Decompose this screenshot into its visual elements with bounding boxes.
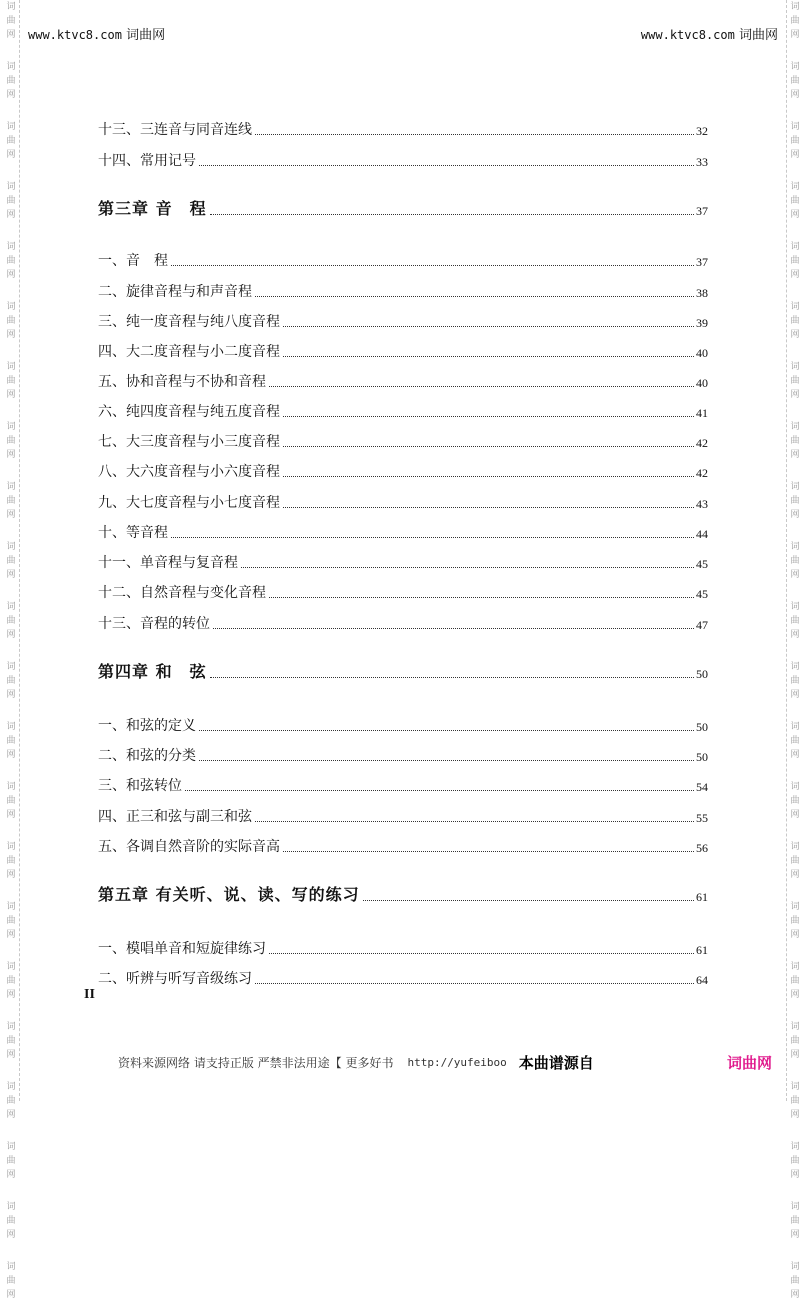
watermark-char: 词 [6,722,16,732]
watermark-char: 词 [6,302,16,312]
toc-row[interactable] [98,150,708,170]
toc-entry-title: 五、协和音程与不协和音程 [98,374,266,390]
header-left-url[interactable]: www.ktvc8.com [28,28,122,42]
toc-page-number: 42 [696,436,708,450]
toc-page-number: 38 [696,286,708,300]
left-border-line [19,0,20,1101]
watermark-char: 曲 [790,316,800,326]
watermark-group [6,540,15,582]
watermark-char: 词 [790,1022,800,1032]
toc-row[interactable] [98,938,708,958]
watermark-char: 网 [790,630,800,640]
toc-dot-leader [363,900,694,901]
watermark-char: 词 [790,302,800,312]
toc-entry-title: 十四、常用记号 [98,153,196,169]
watermark-group [6,660,15,702]
watermark-group [790,420,799,462]
watermark-group [6,480,15,522]
toc-row[interactable] [98,836,708,856]
watermark-group [790,780,799,822]
watermark-char: 词 [6,782,16,792]
footer-url[interactable]: http://yufeiboo [407,1055,507,1069]
toc-page-number: 50 [696,720,708,734]
watermark-char: 曲 [6,796,16,806]
watermark-char: 曲 [790,1036,800,1046]
toc-page-number: 33 [696,155,708,169]
toc-dot-leader [199,165,694,166]
toc-dot-leader [210,677,694,678]
toc-page-number: 54 [696,780,708,794]
toc-entry-title: 第五章 有关听、说、读、写的练习 [98,885,360,904]
watermark-char: 网 [6,1290,16,1300]
watermark-char: 词 [6,1202,16,1212]
header-right [641,24,778,43]
footer-brand[interactable]: 词曲网 [726,1053,772,1072]
watermark-char: 网 [790,690,800,700]
toc-entry-title: 三、和弦转位 [98,778,182,794]
watermark-group [6,1200,15,1242]
watermark-group [6,120,15,162]
watermark-char: 网 [790,450,800,460]
toc-dot-leader [255,983,694,984]
watermark-group [6,900,15,942]
toc-dot-leader [269,953,694,954]
watermark-char: 网 [6,30,16,40]
toc-entry-title: 十三、音程的转位 [98,616,210,632]
toc-entry-title: 五、各调自然音阶的实际音高 [98,839,280,855]
watermark-char: 网 [790,750,800,760]
watermark-char: 网 [790,90,800,100]
toc-dot-leader [283,416,694,417]
toc-page-number: 64 [696,973,708,987]
watermark-char: 网 [6,1230,16,1240]
watermark-char: 网 [6,330,16,340]
toc-dot-leader [269,386,694,387]
watermark-char: 词 [6,1082,16,1092]
watermark-group [790,840,799,882]
header-right-site-name: 词曲网 [738,28,778,43]
watermark-char: 曲 [6,736,16,746]
toc-entry-title: 十、等音程 [98,525,168,541]
watermark-char: 网 [790,210,800,220]
watermark-char: 词 [6,842,16,852]
watermark-char: 词 [6,362,16,372]
watermark-char: 网 [6,1170,16,1180]
watermark-char: 曲 [6,316,16,326]
watermark-group [790,1020,799,1062]
watermark-group [6,1080,15,1122]
watermark-char: 网 [6,510,16,520]
watermark-char: 词 [790,482,800,492]
watermark-char: 曲 [6,1276,16,1286]
watermark-char: 词 [790,722,800,732]
watermark-group [6,0,15,42]
toc-row[interactable] [98,775,708,795]
watermark-char: 词 [790,962,800,972]
toc-page-number: 50 [696,667,708,681]
watermark-group [6,1140,15,1182]
watermark-char: 网 [790,810,800,820]
watermark-group [790,960,799,1002]
watermark-group [790,0,799,42]
watermark-group [790,900,799,942]
watermark-char: 词 [6,1022,16,1032]
toc-dot-leader [199,730,694,731]
watermark-char: 词 [6,662,16,672]
toc-dot-leader [213,628,694,629]
watermark-group [790,1080,799,1122]
toc-dot-leader [255,134,694,135]
toc-row[interactable] [98,311,708,331]
watermark-char: 网 [790,570,800,580]
watermark-char: 曲 [790,1216,800,1226]
toc-dot-leader [283,356,694,357]
watermark-char: 曲 [790,916,800,926]
watermark-char: 词 [6,962,16,972]
watermark-group [790,180,799,222]
toc-page-number: 61 [696,890,708,904]
side-watermark-right [787,0,803,1300]
toc-entry-title: 十三、三连音与同音连线 [98,122,252,138]
watermark-group [790,720,799,762]
watermark-char: 网 [790,150,800,160]
toc-page-number: 40 [696,346,708,360]
watermark-char: 词 [6,62,16,72]
toc-entry-title: 一、和弦的定义 [98,718,196,734]
toc-row[interactable] [98,492,708,512]
toc-chapter-row[interactable] [98,882,708,905]
watermark-char: 网 [790,870,800,880]
toc-entry-title: 二、和弦的分类 [98,748,196,764]
watermark-char: 曲 [6,1036,16,1046]
watermark-group [6,360,15,402]
watermark-char: 词 [790,422,800,432]
toc-dot-leader [283,507,694,508]
watermark-char: 词 [790,122,800,132]
watermark-group [790,1140,799,1182]
toc-row[interactable] [98,745,708,765]
watermark-char: 网 [6,690,16,700]
watermark-char: 网 [6,870,16,880]
watermark-char: 词 [790,782,800,792]
watermark-char: 网 [790,510,800,520]
watermark-group [790,240,799,282]
toc-row[interactable] [98,613,708,633]
toc-page-number: 45 [696,557,708,571]
watermark-group [6,960,15,1002]
watermark-char: 曲 [790,76,800,86]
toc-entry-title: 十一、单音程与复音程 [98,555,238,571]
page-number-marker: II [84,987,95,1002]
watermark-char: 曲 [6,616,16,626]
toc-page-number: 37 [696,255,708,269]
toc-row[interactable] [98,371,708,391]
watermark-char: 网 [6,630,16,640]
toc-dot-leader [283,851,694,852]
watermark-char: 曲 [6,496,16,506]
watermark-char: 词 [790,1082,800,1092]
toc-row[interactable] [98,552,708,572]
watermark-char: 词 [790,602,800,612]
watermark-char: 网 [790,30,800,40]
toc-row[interactable] [98,806,708,826]
toc-row[interactable] [98,431,708,451]
watermark-char: 曲 [790,496,800,506]
toc-entry-title: 三、纯一度音程与纯八度音程 [98,314,280,330]
watermark-char: 词 [790,1262,800,1272]
toc-entry-title: 七、大三度音程与小三度音程 [98,434,280,450]
toc-row[interactable] [98,522,708,542]
watermark-char: 曲 [790,676,800,686]
toc-dot-leader [269,597,694,598]
watermark-char: 网 [790,390,800,400]
watermark-char: 曲 [790,1096,800,1106]
toc-row[interactable] [98,281,708,301]
watermark-char: 网 [6,210,16,220]
footer-source-label: 本曲谱源自 [518,1053,594,1072]
toc-page-number: 42 [696,466,708,480]
watermark-group [790,600,799,642]
toc-chapter-row[interactable] [98,196,708,219]
watermark-char: 曲 [790,16,800,26]
watermark-char: 网 [6,390,16,400]
watermark-char: 网 [6,1050,16,1060]
watermark-char: 词 [790,62,800,72]
watermark-char: 曲 [790,616,800,626]
toc-page-number: 41 [696,406,708,420]
watermark-char: 词 [6,1262,16,1272]
watermark-char: 词 [6,1142,16,1152]
watermark-char: 网 [6,990,16,1000]
watermark-char: 曲 [790,976,800,986]
watermark-char: 词 [790,182,800,192]
watermark-group [790,480,799,522]
watermark-char: 词 [6,422,16,432]
watermark-char: 网 [790,930,800,940]
toc-entry-title: 一、模唱单音和短旋律练习 [98,941,266,957]
watermark-char: 网 [790,1230,800,1240]
watermark-char: 词 [790,902,800,912]
toc-dot-leader [241,567,694,568]
toc-dot-leader [171,537,694,538]
toc-entry-title: 六、纯四度音程与纯五度音程 [98,404,280,420]
toc-page-number: 39 [696,316,708,330]
watermark-char: 曲 [790,256,800,266]
toc-dot-leader [185,790,694,791]
watermark-char: 曲 [790,376,800,386]
watermark-char: 曲 [6,856,16,866]
watermark-char: 词 [6,542,16,552]
watermark-char: 词 [6,182,16,192]
watermark-char: 曲 [790,736,800,746]
watermark-char: 曲 [6,1156,16,1166]
watermark-char: 曲 [6,76,16,86]
watermark-char: 网 [6,750,16,760]
watermark-char: 词 [790,662,800,672]
watermark-group [6,300,15,342]
watermark-group [790,60,799,102]
watermark-char: 曲 [6,556,16,566]
side-watermark-left [3,0,19,1300]
watermark-char: 曲 [790,556,800,566]
watermark-char: 曲 [6,916,16,926]
toc-page-number: 45 [696,587,708,601]
watermark-char: 网 [6,930,16,940]
toc-page-number: 43 [696,497,708,511]
watermark-char: 词 [6,122,16,132]
toc-row[interactable] [98,401,708,421]
watermark-group [6,1020,15,1062]
watermark-group [6,600,15,642]
watermark-char: 曲 [6,1216,16,1226]
watermark-group [6,780,15,822]
watermark-group [6,420,15,462]
toc-chapter-row[interactable] [98,659,708,682]
watermark-char: 曲 [6,16,16,26]
toc-entry-title: 一、音 程 [98,253,168,269]
watermark-char: 曲 [6,1096,16,1106]
watermark-char: 网 [790,1290,800,1300]
watermark-char: 词 [790,1142,800,1152]
toc-entry-title: 八、大六度音程与小六度音程 [98,464,280,480]
toc-row[interactable] [98,119,708,139]
toc-page-number: 56 [696,841,708,855]
watermark-char: 词 [790,2,800,12]
watermark-char: 词 [790,542,800,552]
toc-page-number: 61 [696,943,708,957]
toc-entry-title: 十二、自然音程与变化音程 [98,585,266,601]
watermark-char: 曲 [790,196,800,206]
watermark-char: 曲 [790,796,800,806]
watermark-char: 词 [6,242,16,252]
toc-dot-leader [199,760,694,761]
watermark-char: 网 [6,90,16,100]
toc-dot-leader [283,326,694,327]
watermark-char: 曲 [790,136,800,146]
watermark-char: 网 [6,150,16,160]
toc-entry-title: 二、旋律音程与和声音程 [98,284,252,300]
watermark-group [790,660,799,702]
watermark-group [6,180,15,222]
toc-entry-title: 第三章 音 程 [98,199,207,218]
watermark-char: 网 [790,270,800,280]
toc-row[interactable] [98,461,708,481]
watermark-char: 网 [6,1110,16,1120]
watermark-char: 曲 [790,1156,800,1166]
watermark-group [790,120,799,162]
watermark-char: 词 [790,842,800,852]
watermark-group [6,60,15,102]
toc-entry-title: 九、大七度音程与小七度音程 [98,495,280,511]
toc-page-number: 55 [696,811,708,825]
watermark-char: 词 [6,482,16,492]
header-right-url[interactable]: www.ktvc8.com [640,28,735,42]
toc-page-number: 47 [696,618,708,632]
toc-dot-leader [283,446,694,447]
watermark-char: 曲 [790,856,800,866]
watermark-char: 曲 [6,256,16,266]
toc-row[interactable] [98,715,708,735]
watermark-char: 网 [6,450,16,460]
toc-page-number: 40 [696,376,708,390]
toc-page-number: 37 [696,204,708,218]
toc-row[interactable] [98,968,708,988]
toc-page-number: 44 [696,527,708,541]
toc-dot-leader [283,476,694,477]
toc-row[interactable] [98,341,708,361]
watermark-group [790,540,799,582]
toc-entry-title: 二、听辨与听写音级练习 [98,971,252,987]
watermark-char: 曲 [6,136,16,146]
watermark-group [6,240,15,282]
watermark-char: 网 [790,990,800,1000]
watermark-char: 曲 [6,676,16,686]
toc-page-number: 32 [696,124,708,138]
watermark-char: 词 [6,902,16,912]
toc-row[interactable] [98,250,708,270]
watermark-char: 曲 [790,1276,800,1286]
watermark-group [790,1200,799,1242]
watermark-char: 词 [6,2,16,12]
watermark-char: 网 [790,1170,800,1180]
toc-entry-title: 四、正三和弦与副三和弦 [98,809,252,825]
watermark-char: 网 [6,810,16,820]
watermark-group [6,840,15,882]
watermark-char: 曲 [790,436,800,446]
toc-dot-leader [255,296,694,297]
watermark-char: 网 [6,570,16,580]
toc-page-number: 50 [696,750,708,764]
toc-row[interactable] [98,582,708,602]
watermark-group [790,1260,799,1302]
right-border-line [786,0,787,1101]
watermark-char: 词 [6,602,16,612]
watermark-group [790,300,799,342]
watermark-char: 曲 [6,976,16,986]
watermark-char: 网 [6,270,16,280]
footer-banner [118,1052,778,1072]
watermark-char: 网 [790,1050,800,1060]
header-left [28,24,165,43]
watermark-char: 曲 [6,196,16,206]
watermark-char: 词 [790,242,800,252]
watermark-char: 网 [790,1110,800,1120]
header-left-site-name: 词曲网 [126,28,166,43]
toc-entry-title: 第四章 和 弦 [98,662,207,681]
watermark-group [6,720,15,762]
toc-dot-leader [255,821,694,822]
watermark-group [790,360,799,402]
watermark-group [6,1260,15,1302]
footer-notice: 资料来源网络 请支持正版 严禁非法用途【 更多好书 [118,1055,394,1070]
toc-entry-title: 四、大二度音程与小二度音程 [98,344,280,360]
watermark-char: 词 [790,1202,800,1212]
toc-dot-leader [210,214,694,215]
watermark-char: 词 [790,362,800,372]
watermark-char: 网 [790,330,800,340]
watermark-char: 曲 [6,436,16,446]
watermark-char: 曲 [6,376,16,386]
toc-dot-leader [171,265,694,266]
